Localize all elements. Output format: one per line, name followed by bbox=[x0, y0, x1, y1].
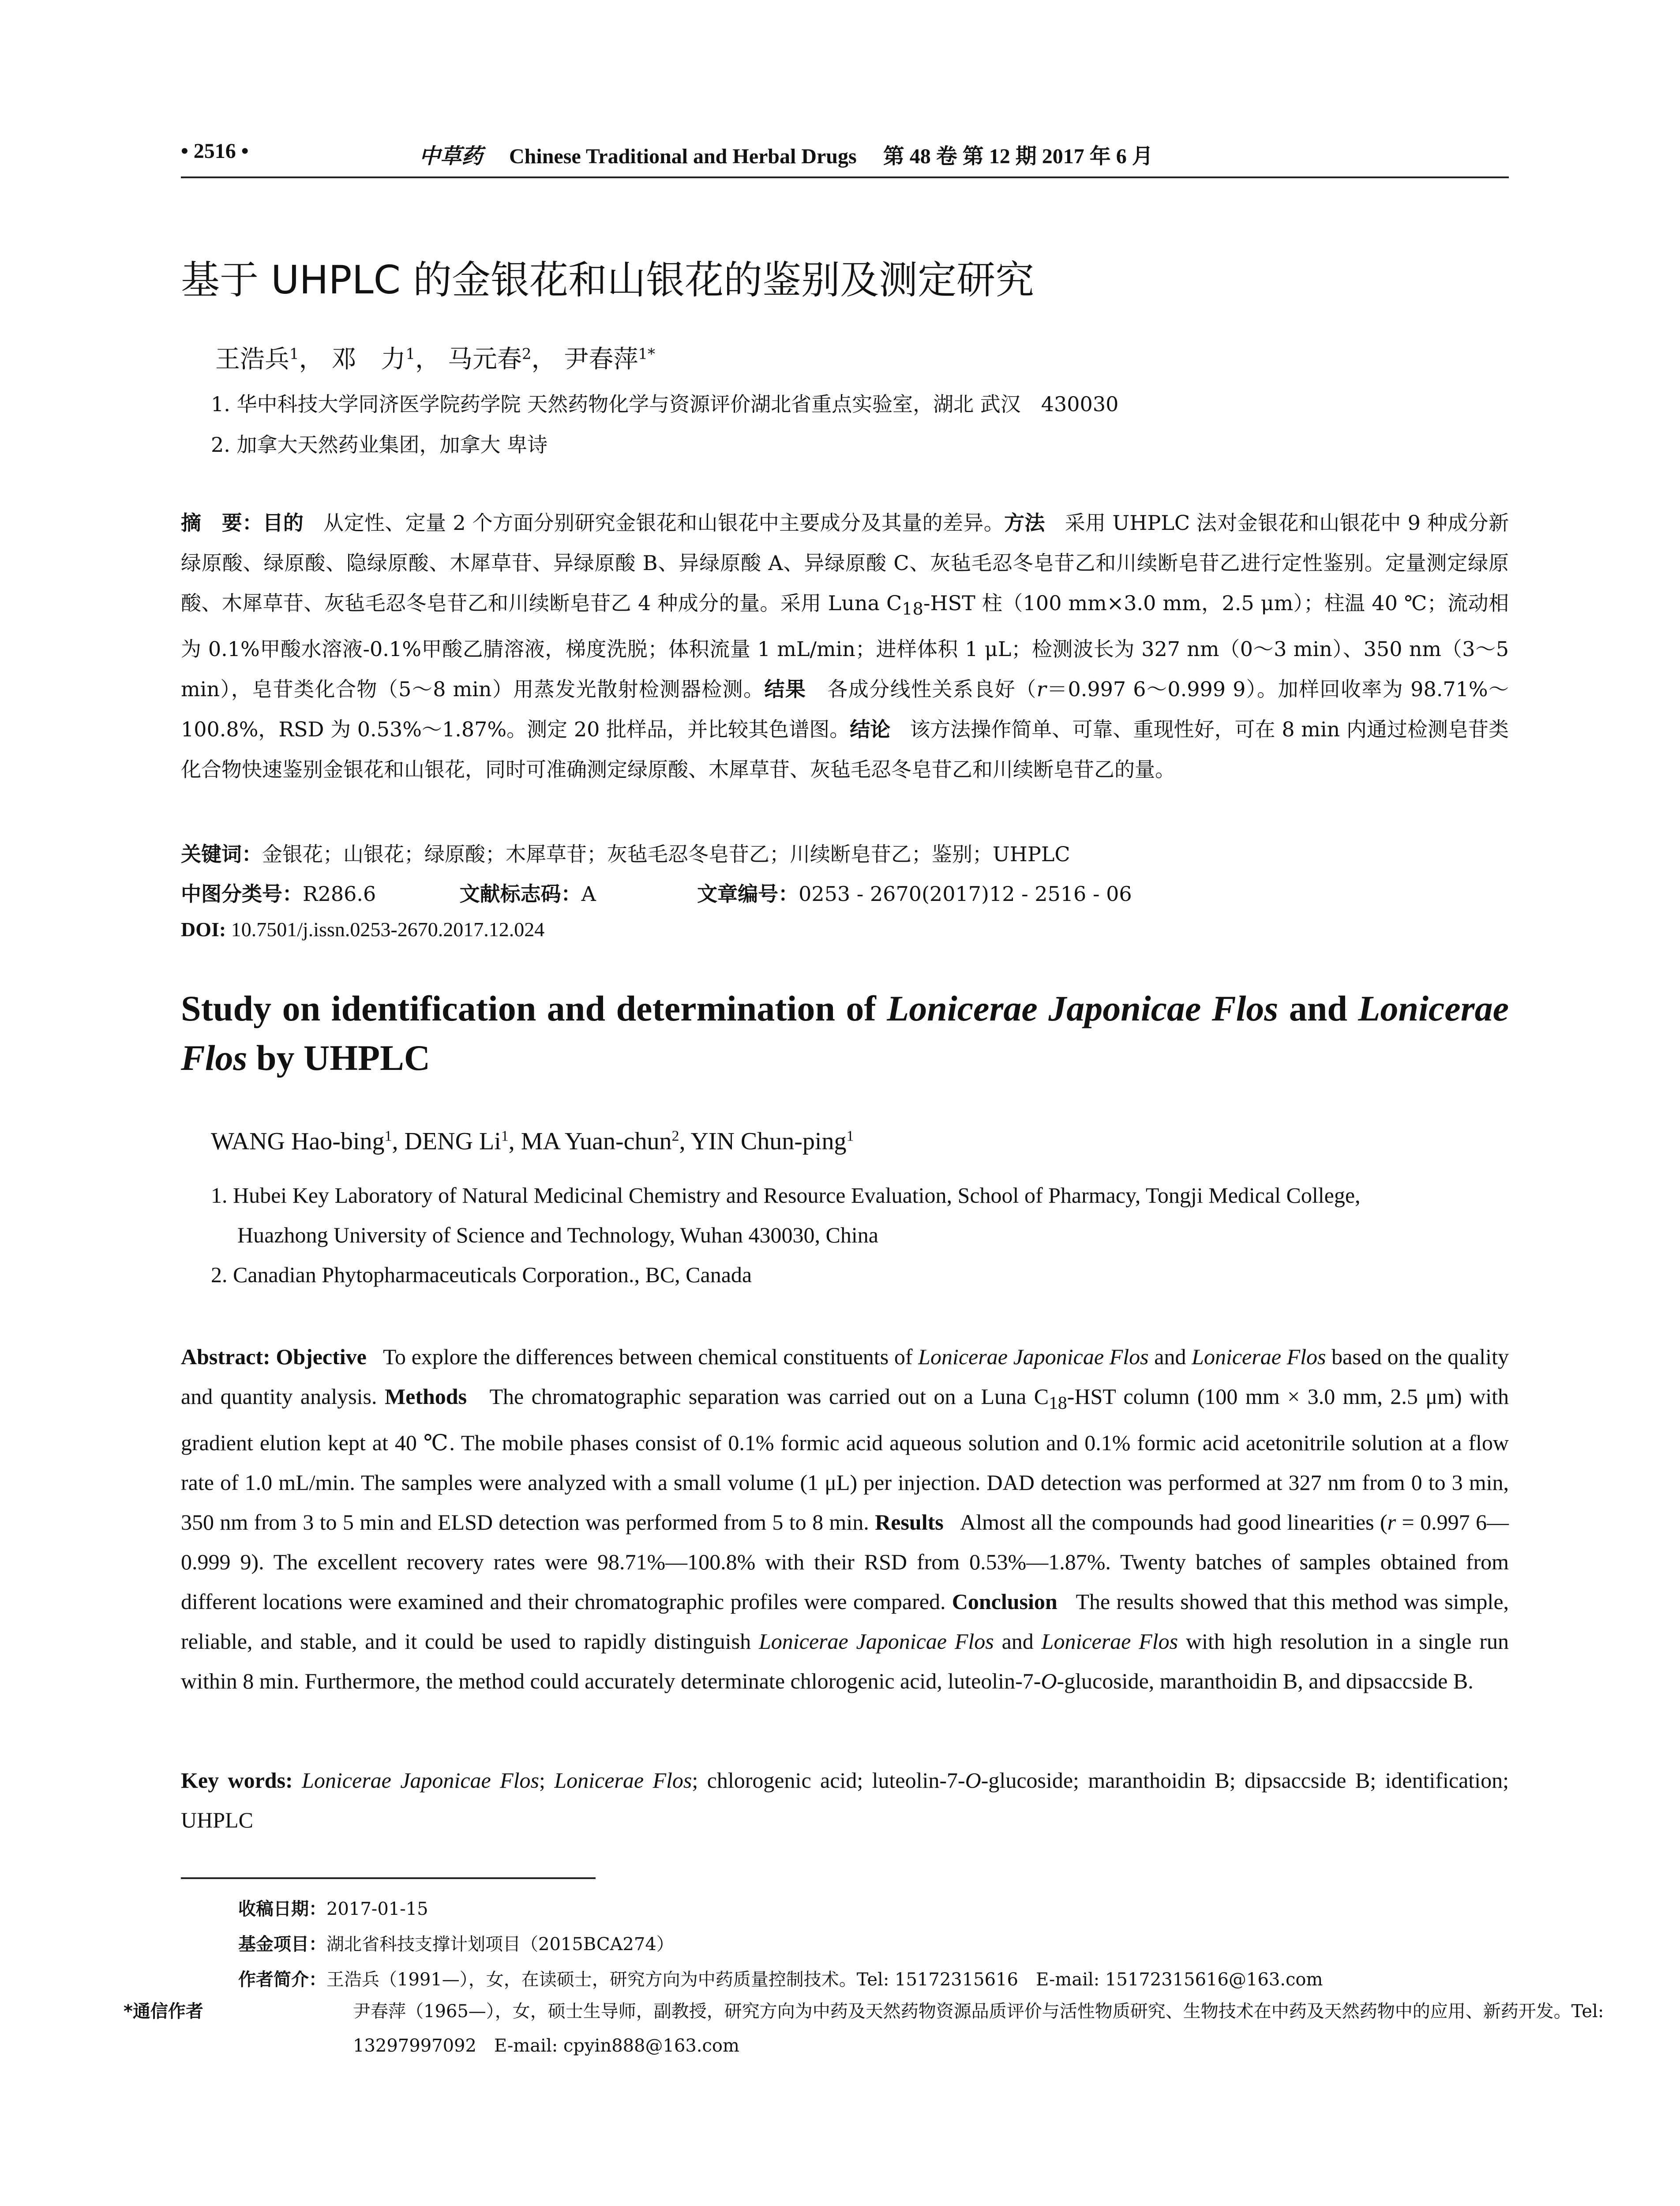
italic-o: O bbox=[1041, 1669, 1057, 1693]
keywords-en-text: -glucoside; maranthoidin B; dipsaccside B; identification; UHPLC bbox=[181, 1768, 1509, 1832]
author-sup: 1 bbox=[405, 345, 416, 363]
species-name: Lonicerae Japonicae Flos bbox=[918, 1344, 1149, 1369]
conclusion-text-en: The results showed that this method was simple, reliable, and stable, and it could be used to rapidly distinguish bbox=[181, 1589, 1509, 1654]
journal-issue: 第 48 卷 第 12 期 2017 年 6 月 bbox=[883, 145, 1153, 168]
results-text-en: = 0.997 6—0.999 9). The excellent recovery rates were 98.71%—100.8% with their RSD from 0.53%—1.87%. Twenty batches of samples obtained from different locations were examined and their chromatographic profiles were compared. bbox=[181, 1510, 1509, 1614]
doc-code-label: 文献标志码： bbox=[459, 882, 581, 906]
title-en-species-1: Lonicerae Japonicae Flos bbox=[887, 988, 1279, 1028]
doi-value: 10.7501/j.issn.0253-2670.2017.12.024 bbox=[231, 918, 545, 941]
received-date: 2017-01-15 bbox=[326, 1899, 428, 1919]
methods-text-en: The chromatographic separation was carried out on a Luna C bbox=[489, 1384, 1049, 1409]
abstract-en-label: Abstract: Objective bbox=[181, 1344, 367, 1369]
corresponding-label: *通信作者 bbox=[124, 2001, 203, 2022]
bio-label: 作者简介： bbox=[238, 1970, 326, 1990]
affiliation-cn-1: 1. 华中科技大学同济医学院药学院 天然药物化学与资源评价湖北省重点实验室，湖北 武汉 430030 bbox=[211, 392, 1119, 416]
title-en-text: by UHPLC bbox=[247, 1038, 430, 1078]
italic-o: O bbox=[965, 1768, 981, 1793]
keywords-en-text: ; chlorogenic acid; luteolin-7- bbox=[692, 1768, 965, 1793]
author-sup: 1 bbox=[289, 345, 299, 363]
author-cn: 王浩兵 bbox=[215, 345, 289, 374]
species-name: Lonicerae Flos bbox=[1041, 1629, 1178, 1654]
journal-name-en: Chinese Traditional and Herbal Drugs bbox=[509, 145, 857, 168]
doi-label: DOI: bbox=[181, 918, 226, 941]
keywords-en bbox=[181, 1760, 1509, 1840]
footnote-received bbox=[238, 1895, 428, 1920]
affiliation-cn-2: 2. 加拿大天然药业集团，加拿大 卑诗 bbox=[211, 433, 548, 457]
objective-text-cn: 从定性、定量 2 个方面分别研究金银花和山银花中主要成分及其量的差异。 bbox=[323, 511, 1005, 535]
affiliation-en-2: 2. Canadian Phytopharmaceuticals Corporation., BC, Canada bbox=[211, 1262, 752, 1287]
keywords-cn-label: 关键词： bbox=[181, 842, 262, 866]
affiliation-en-1-line2: Huazhong University of Science and Technology, Wuhan 430030, China bbox=[237, 1223, 878, 1247]
corresponding-text: 尹春萍（1965—），女，硕士生导师，副教授，研究方向为中药及天然药物资源品质评价与活性物质研究、生物技术在中药及天然药物中的应用、新药开发。Tel: 13297997092 E-mail: cpyin888@163.com bbox=[353, 2001, 1604, 2056]
methods-sub-en: 18 bbox=[1049, 1393, 1067, 1413]
fund-label: 基金项目： bbox=[238, 1934, 326, 1955]
author-cn: 邓 力 bbox=[331, 345, 406, 374]
article-number-label: 文章编号： bbox=[697, 882, 799, 906]
classification-line bbox=[181, 878, 1132, 907]
objective-text-en: To explore the differences between chemical constituents of bbox=[382, 1344, 919, 1369]
fund-text: 湖北省科技支撑计划项目（2015BCA274） bbox=[326, 1934, 674, 1955]
authors-cn: 王浩兵$^1$， 邓 力$^1$， 马元春$^2$， 尹春萍$^{1*}$ bbox=[215, 345, 655, 374]
author-en: DENG Li bbox=[404, 1128, 501, 1155]
keywords-en-text: ; bbox=[539, 1768, 555, 1793]
footnote-author-bio bbox=[238, 1966, 1323, 1991]
footnote-fund bbox=[238, 1930, 674, 1955]
conclusion-label-cn: 结论 bbox=[850, 717, 891, 742]
objective-label-cn: 目的 bbox=[262, 511, 304, 535]
objective-text-en: based on the quality and quantity analysis. bbox=[181, 1344, 1509, 1409]
conclusion-text-en: -glucoside, maranthoidin B, and dipsaccside B. bbox=[1057, 1669, 1474, 1693]
objective-text-en: and bbox=[1148, 1344, 1192, 1369]
title-en bbox=[181, 984, 1509, 1083]
author-sup: 1* bbox=[638, 345, 655, 363]
keywords-cn bbox=[181, 838, 1070, 867]
author-sup: 2 bbox=[671, 1128, 679, 1144]
abstract-cn bbox=[181, 503, 1509, 790]
author-en: WANG Hao-bing bbox=[211, 1128, 385, 1155]
keywords-en-label: Key words: bbox=[181, 1768, 293, 1793]
journal-line bbox=[419, 139, 1153, 169]
author-cn: 马元春 bbox=[447, 345, 522, 374]
authors-en: WANG Hao-bing$^1$, DENG Li$^1$, MA Yuan-chun$^2$, YIN Chun-ping$^1$ bbox=[211, 1128, 854, 1155]
affiliation-en-1-line1: 1. Hubei Key Laboratory of Natural Medicinal Chemistry and Resource Evaluation, School of Pharmacy, Tongji Medical College, bbox=[211, 1183, 1361, 1208]
methods-text-en: -HST column (100 mm × 3.0 mm, 2.5 μm) with gradient elution kept at 40 ℃. The mobile phases consist of 0.1% formic acid aqueous solution and 0.1% formic acid acetonitrile solution at a flow rate of 1.0 mL/min. The samples were analyzed with a small volume (1 μL) per injection. DAD detection was performed at 327 nm from 0 to 3 min, 350 nm from 3 to 5 min and ELSD detection was performed from 5 to 8 min. bbox=[181, 1384, 1509, 1534]
results-label-cn: 结果 bbox=[764, 677, 806, 702]
methods-label-en: Methods bbox=[384, 1384, 467, 1409]
results-text-cn-a: 各成分线性关系良好（ bbox=[827, 677, 1037, 702]
results-text-en: Almost all the compounds had good linearities ( bbox=[960, 1510, 1388, 1534]
results-r-en: r bbox=[1387, 1510, 1396, 1534]
conclusion-label-en: Conclusion bbox=[952, 1589, 1058, 1614]
author-sup: 1 bbox=[501, 1128, 509, 1144]
journal-name-cn: 中草药 bbox=[419, 144, 483, 169]
title-en-species-2: Lonicerae Flos bbox=[181, 988, 1509, 1078]
running-header bbox=[181, 139, 1509, 170]
species-name: Lonicerae Japonicae Flos bbox=[302, 1768, 540, 1793]
methods-label-cn: 方法 bbox=[1004, 511, 1045, 535]
header-divider bbox=[181, 176, 1509, 178]
conclusion-text-en: with high resolution in a single run within 8 min. Furthermore, the method could accurately determinate chlorogenic acid, luteolin-7- bbox=[181, 1629, 1509, 1693]
doi-line bbox=[181, 918, 544, 941]
results-text-cn-b: ＝0.997 6～0.999 9）。加样回收率为 98.71%～100.8%，RSD 为 0.53%～1.87%。测定 20 批样品，并比较其色谱图。 bbox=[181, 677, 1509, 742]
title-cn: 基于 UHPLC 的金银花和山银花的鉴别及测定研究 bbox=[181, 257, 1035, 303]
author-cn: 尹春萍 bbox=[564, 345, 638, 374]
author-sup: 1 bbox=[846, 1128, 854, 1144]
species-name: Lonicerae Flos bbox=[554, 1768, 692, 1793]
author-en: MA Yuan-chun bbox=[521, 1128, 672, 1155]
author-sup: 2 bbox=[521, 345, 532, 363]
species-name: Lonicerae Japonicae Flos bbox=[758, 1629, 994, 1654]
bio-text: 王浩兵（1991—），女，在读硕士，研究方向为中药质量控制技术。Tel: 15172315616 E-mail: 15172315616@163.com bbox=[326, 1970, 1323, 1990]
author-en: YIN Chun-ping bbox=[690, 1128, 847, 1155]
title-en-text: Study on identification and determination of bbox=[181, 988, 887, 1028]
methods-text-cn-b: -HST 柱（100 mm×3.0 mm，2.5 μm）；柱温 40 ℃；流动相为 0.1%甲酸水溶液-0.1%甲酸乙腈溶液，梯度洗脱；体积流量 1 mL/min；进样体积 1 μL；检测波长为 327 nm（0～3 min）、350 nm（3～5 min），皂苷类化合物（5～8 min）用蒸发光散射检测器检测。 bbox=[181, 591, 1509, 702]
abstract-cn-label: 摘 要： bbox=[181, 511, 263, 535]
clc-value: R286.6 bbox=[303, 882, 376, 906]
doc-code-value: A bbox=[581, 882, 596, 906]
methods-text-cn-a: 采用 UHPLC 法对金银花和山银花中 9 种成分新绿原酸、绿原酸、隐绿原酸、木犀草苷、异绿原酸 B、异绿原酸 A、异绿原酸 C、灰毡毛忍冬皂苷乙和川续断皂苷乙进行定性鉴别。定量测定绿原酸、木犀草苷、灰毡毛忍冬皂苷乙和川续断皂苷乙 4 种成分的量。采用 Luna C bbox=[181, 511, 1509, 615]
page-number: • 2516 • bbox=[181, 139, 249, 163]
footnote-corresponding bbox=[124, 1994, 1624, 2063]
methods-sub-cn: 18 bbox=[902, 599, 923, 619]
keywords-cn-text: 金银花；山银花；绿原酸；木犀草苷；灰毡毛忍冬皂苷乙；川续断皂苷乙；鉴别；UHPLC bbox=[262, 842, 1070, 866]
article-number-value: 0253 - 2670(2017)12 - 2516 - 06 bbox=[799, 882, 1132, 906]
author-sup: 1 bbox=[384, 1128, 392, 1144]
abstract-en bbox=[181, 1337, 1509, 1701]
title-en-text: and bbox=[1278, 988, 1358, 1028]
results-r-cn: r bbox=[1036, 677, 1046, 702]
species-name: Lonicerae Flos bbox=[1192, 1344, 1326, 1369]
clc-label: 中图分类号： bbox=[181, 882, 303, 906]
conclusion-text-en: and bbox=[994, 1629, 1042, 1654]
footnote-divider bbox=[181, 1877, 596, 1879]
conclusion-text-cn: 该方法操作简单、可靠、重现性好，可在 8 min 内通过检测皂苷类化合物快速鉴别金银花和山银花，同时可准确测定绿原酸、木犀草苷、灰毡毛忍冬皂苷乙和川续断皂苷乙的量。 bbox=[181, 717, 1509, 782]
received-label: 收稿日期： bbox=[238, 1899, 326, 1919]
results-label-en: Results bbox=[875, 1510, 944, 1534]
